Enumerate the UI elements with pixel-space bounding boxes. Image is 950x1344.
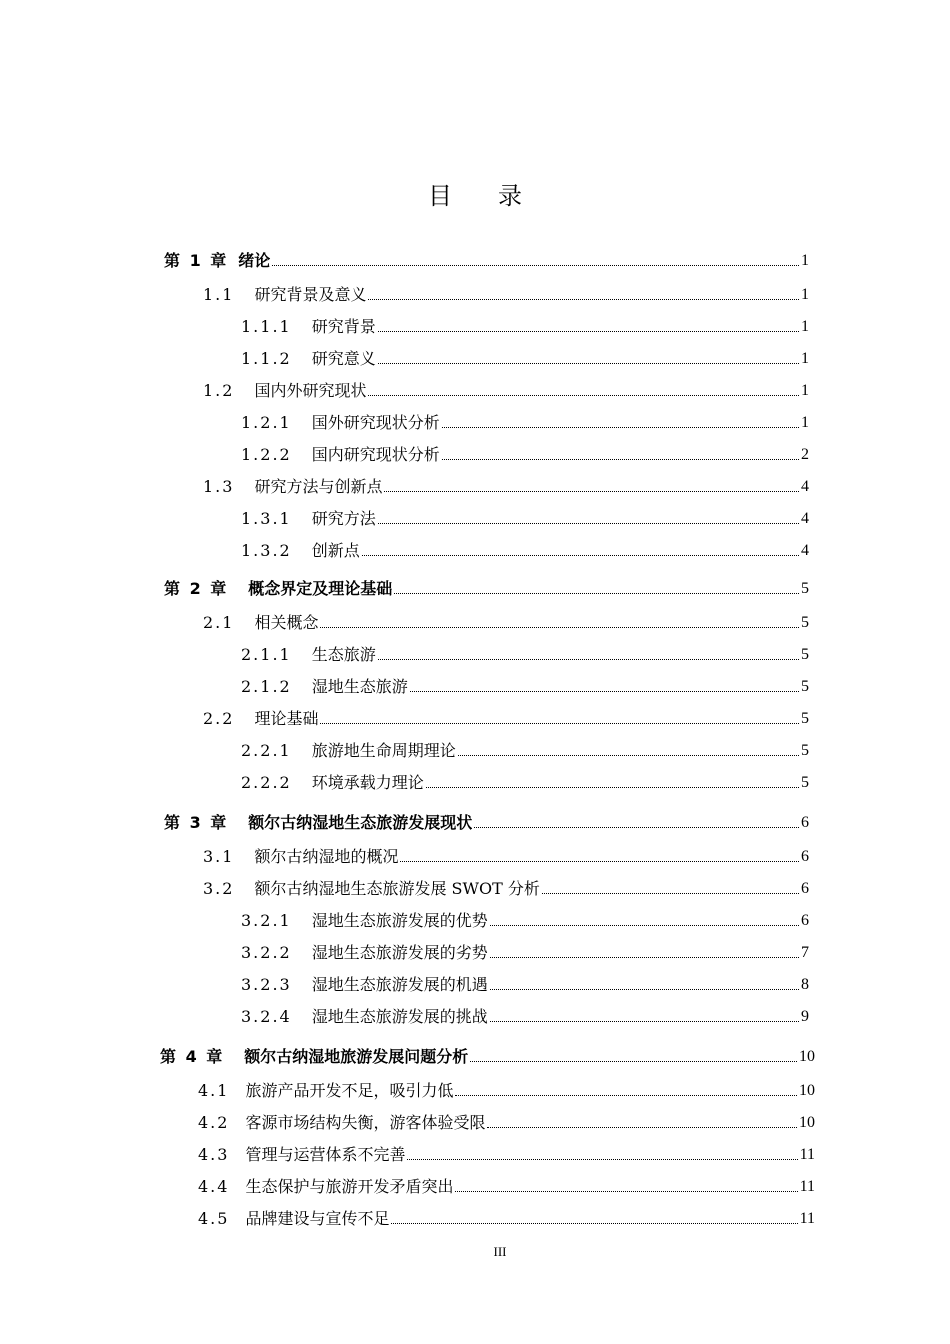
- toc-page-number: 5: [801, 678, 809, 695]
- toc-title: 湿地生态旅游发展的挑战: [311, 1007, 488, 1026]
- toc-number: 3.2: [203, 879, 235, 898]
- toc-entry-2-1-2[interactable]: [241, 672, 809, 698]
- toc-page-number: 1: [801, 252, 809, 269]
- toc-title: 湿地生态旅游发展的优势: [311, 911, 488, 930]
- dot-leader: [368, 394, 799, 396]
- title-char-1: 目: [428, 182, 452, 210]
- toc-entry-chapter-1[interactable]: [164, 246, 809, 272]
- toc-number: 2.2: [203, 709, 235, 728]
- toc-page-number: 8: [801, 976, 809, 993]
- toc-title: 额尔古纳湿地旅游发展问题分析: [244, 1047, 469, 1066]
- toc-title: 管理与运营体系不完善: [245, 1145, 406, 1164]
- toc-page-number: 4: [801, 478, 809, 495]
- toc-title: 额尔古纳湿地的概况: [254, 847, 399, 866]
- toc-entry-1-3[interactable]: [203, 472, 809, 498]
- toc-entry-1-1[interactable]: [203, 280, 809, 306]
- dot-leader: [362, 554, 799, 556]
- toc-title: 研究背景: [311, 317, 376, 336]
- dot-leader: [320, 626, 799, 628]
- toc-title: 研究背景及意义: [254, 285, 367, 304]
- toc-entry-chapter-3[interactable]: [164, 808, 809, 834]
- toc-entry-3-2-4[interactable]: [241, 1002, 809, 1028]
- toc-entry-chapter-2[interactable]: [164, 574, 809, 600]
- toc-page-number: 7: [801, 944, 809, 961]
- toc-entry-3-2[interactable]: [203, 874, 809, 900]
- toc-entry-3-1[interactable]: [203, 842, 809, 868]
- toc-entry-2-2-2[interactable]: [241, 768, 809, 794]
- toc-number: 第 1 章: [164, 251, 229, 270]
- toc-title: 客源市场结构失衡，游客体验受限: [245, 1113, 486, 1132]
- toc-page-number: 10: [799, 1048, 815, 1065]
- dot-leader: [378, 330, 799, 332]
- dot-leader: [368, 298, 799, 300]
- toc-page-number: 9: [801, 1008, 809, 1025]
- title-char-2: 录: [498, 182, 522, 210]
- toc-entry-1-2-2[interactable]: [241, 440, 809, 466]
- toc-title: 相关概念: [254, 613, 319, 632]
- toc-number: 第 4 章: [160, 1047, 225, 1066]
- dot-leader: [442, 426, 799, 428]
- toc-entry-3-2-2[interactable]: [241, 938, 809, 964]
- dot-leader: [490, 956, 799, 958]
- toc-page-number: 1: [801, 414, 809, 431]
- toc-entry-1-2[interactable]: [203, 376, 809, 402]
- toc-title: 创新点: [311, 541, 360, 560]
- toc-title: 国内外研究现状: [254, 381, 367, 400]
- toc-page-number: 5: [801, 580, 809, 597]
- toc-entry-2-2-1[interactable]: [241, 736, 809, 762]
- toc-title: 旅游地生命周期理论: [311, 741, 456, 760]
- toc-number: 1.1.1: [241, 317, 292, 336]
- toc-number: 4.1: [198, 1081, 230, 1100]
- toc-number: 2.2.1: [241, 741, 292, 760]
- toc-number: 第 2 章: [164, 579, 229, 598]
- toc-page-number: 4: [801, 542, 809, 559]
- toc-page-number: 6: [801, 848, 809, 865]
- toc-entry-4-1[interactable]: [198, 1076, 815, 1102]
- toc-page-number: 6: [801, 814, 809, 831]
- toc-entry-1-3-2[interactable]: [241, 536, 809, 562]
- toc-entry-4-5[interactable]: [198, 1204, 815, 1230]
- toc-page-number: 1: [801, 286, 809, 303]
- toc-title: 研究意义: [311, 349, 376, 368]
- toc-page-number: 2: [801, 446, 809, 463]
- page-title: [0, 176, 950, 212]
- toc-entry-1-2-1[interactable]: [241, 408, 809, 434]
- toc-entry-3-2-1[interactable]: [241, 906, 809, 932]
- toc-number: 1.3: [203, 477, 235, 496]
- dot-leader: [391, 1222, 797, 1224]
- dot-leader: [384, 490, 799, 492]
- toc-title: 理论基础: [254, 709, 319, 728]
- toc-title: 湿地生态旅游发展的机遇: [311, 975, 488, 994]
- toc-title: 生态旅游: [311, 645, 376, 664]
- dot-leader: [474, 826, 799, 828]
- toc-number: 1.1.2: [241, 349, 292, 368]
- toc-page-number: 1: [801, 350, 809, 367]
- toc-number: 1.2.1: [241, 413, 292, 432]
- dot-leader: [455, 1190, 797, 1192]
- toc-number: 1.2.2: [241, 445, 292, 464]
- dot-leader: [458, 754, 799, 756]
- dot-leader: [455, 1094, 797, 1096]
- dot-leader: [378, 658, 799, 660]
- dot-leader: [470, 1060, 797, 1062]
- toc-number: 4.4: [198, 1177, 230, 1196]
- toc-entry-2-1[interactable]: [203, 608, 809, 634]
- toc-page-number: 5: [801, 614, 809, 631]
- dot-leader: [490, 924, 799, 926]
- toc-entry-1-1-1[interactable]: [241, 312, 809, 338]
- toc-title: 概念界定及理论基础: [248, 579, 393, 598]
- toc-page-number: 5: [801, 646, 809, 663]
- toc-entry-4-3[interactable]: [198, 1140, 815, 1166]
- toc-number: 3.2.4: [241, 1007, 292, 1026]
- toc-page-number: 10: [799, 1114, 815, 1131]
- dot-leader: [272, 264, 799, 266]
- toc-page-number: 1: [801, 382, 809, 399]
- toc-number: 1.2: [203, 381, 235, 400]
- toc-title: 国外研究现状分析: [311, 413, 440, 432]
- toc-page-number: 10: [799, 1082, 815, 1099]
- dot-leader: [410, 690, 799, 692]
- toc-title: 研究方法与创新点: [254, 477, 383, 496]
- dot-leader: [542, 892, 799, 894]
- dot-leader: [490, 1020, 799, 1022]
- toc-page-number: 11: [799, 1178, 815, 1195]
- dot-leader: [394, 592, 799, 594]
- dot-leader: [378, 362, 799, 364]
- toc-page-number: 6: [801, 880, 809, 897]
- toc-title: 环境承载力理论: [311, 773, 424, 792]
- toc-number: 2.2.2: [241, 773, 292, 792]
- toc-number: 1.1: [203, 285, 235, 304]
- dot-leader: [426, 786, 799, 788]
- dot-leader: [378, 522, 799, 524]
- toc-title: 品牌建设与宣传不足: [245, 1209, 390, 1228]
- toc-number: 3.2.2: [241, 943, 292, 962]
- toc-number: 4.3: [198, 1145, 230, 1164]
- toc-entry-1-3-1[interactable]: [241, 504, 809, 530]
- toc-page-number: 5: [801, 774, 809, 791]
- dot-leader: [407, 1158, 797, 1160]
- toc-number: 4.2: [198, 1113, 230, 1132]
- page-number-footer: III: [493, 1244, 507, 1259]
- toc-title: 湿地生态旅游发展的劣势: [311, 943, 488, 962]
- toc-number: 3.2.3: [241, 975, 292, 994]
- toc-number: 3.2.1: [241, 911, 292, 930]
- toc-page-number: 6: [801, 912, 809, 929]
- toc-number: 3.1: [203, 847, 235, 866]
- toc-title: 旅游产品开发不足，吸引力低: [245, 1081, 454, 1100]
- toc-title: 额尔古纳湿地生态旅游发展 SWOT 分析: [254, 879, 540, 898]
- toc-number: 2.1.1: [241, 645, 292, 664]
- dot-leader: [320, 722, 799, 724]
- dot-leader: [400, 860, 799, 862]
- toc-page-number: 1: [801, 318, 809, 335]
- toc-title: 湿地生态旅游: [311, 677, 408, 696]
- toc-page-number: 5: [801, 742, 809, 759]
- toc-number: 第 3 章: [164, 813, 229, 832]
- toc-title: 研究方法: [311, 509, 376, 528]
- toc-entry-2-1-1[interactable]: [241, 640, 809, 666]
- dot-leader: [490, 988, 799, 990]
- toc-number: 2.1: [203, 613, 235, 632]
- toc-title: 国内研究现状分析: [311, 445, 440, 464]
- toc-page-number: 5: [801, 710, 809, 727]
- toc-number: 1.3.1: [241, 509, 292, 528]
- dot-leader: [442, 458, 799, 460]
- toc-title: 绪论: [238, 251, 271, 270]
- toc-entry-1-1-2[interactable]: [241, 344, 809, 370]
- toc-page-number: 11: [799, 1210, 815, 1227]
- dot-leader: [487, 1126, 797, 1128]
- toc-number: 1.3.2: [241, 541, 292, 560]
- toc-number: 4.5: [198, 1209, 230, 1228]
- toc-entry-3-2-3[interactable]: [241, 970, 809, 996]
- toc-page-number: 4: [801, 510, 809, 527]
- toc-entry-2-2[interactable]: [203, 704, 809, 730]
- toc-page-number: 11: [799, 1146, 815, 1163]
- toc-entry-chapter-4[interactable]: [160, 1042, 815, 1068]
- toc-entry-4-4[interactable]: [198, 1172, 815, 1198]
- toc-entry-4-2[interactable]: [198, 1108, 815, 1134]
- toc-title: 额尔古纳湿地生态旅游发展现状: [248, 813, 473, 832]
- toc-title: 生态保护与旅游开发矛盾突出: [245, 1177, 454, 1196]
- toc-number: 2.1.2: [241, 677, 292, 696]
